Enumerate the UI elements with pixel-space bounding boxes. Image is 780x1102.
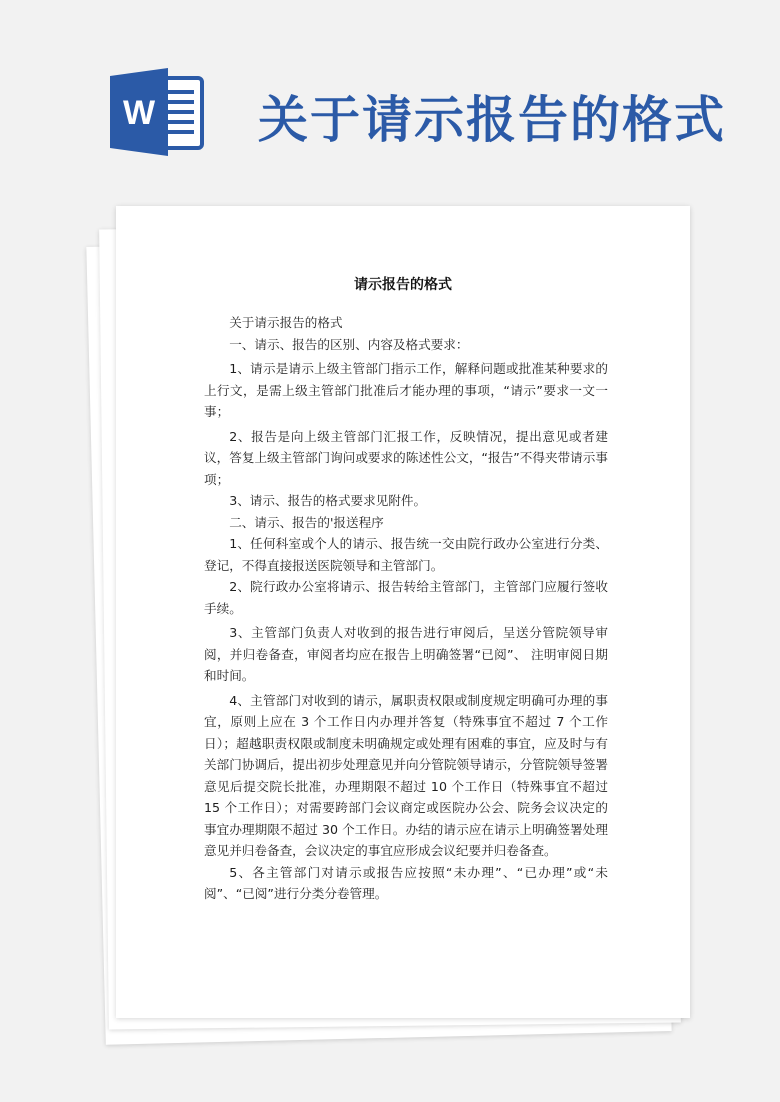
paragraph-subtitle: 关于请示报告的格式 bbox=[229, 315, 343, 330]
paragraph: 3、主管部门负责人对收到的报告进行审阅后，呈送分管院领导审阅，并归卷备查，审阅者均应在报告上明确签署“已阅”、 注明审阅日期和时间。 bbox=[204, 625, 608, 683]
svg-text:W: W bbox=[122, 94, 156, 132]
header-title: 关于请示报告的格式 bbox=[258, 90, 726, 149]
paragraph: 1、请示是请示上级主管部门指示工作，解释问题或批准某种要求的上行文，是需上级主管部门批准后才能办理的事项，“请示”要求一文一事； bbox=[204, 361, 608, 419]
paragraph: 2、报告是向上级主管部门汇报工作，反映情况，提出意见或者建议，答复上级主管部门询问或要求的陈述性公文，“报告”不得夹带请示事项； bbox=[204, 428, 608, 487]
section-heading-1: 一、请示、报告的区别、内容及格式要求： bbox=[229, 336, 469, 352]
section-heading-2: 二、请示、报告的'报送程序 bbox=[229, 514, 384, 530]
word-document-icon bbox=[110, 68, 208, 156]
paragraph: 3、请示、报告的格式要求见附件。 bbox=[229, 493, 427, 508]
header bbox=[0, 0, 780, 200]
paragraph: 1、任何科室或个人的请示、报告统一交由院行政办公室进行分类、登记，不得直接报送医院领导和主管部门。 bbox=[204, 536, 608, 573]
document-body bbox=[204, 312, 608, 905]
paragraph: 5、各主管部门对请示或报告应按照“未办理”、“已办理”或“未阅”、“已阅”进行分类分卷管理。 bbox=[204, 864, 608, 901]
paragraph: 2、院行政办公室将请示、报告转给主管部门，主管部门应履行签收手续。 bbox=[204, 579, 608, 616]
document-title: 请示报告的格式 bbox=[354, 277, 452, 293]
paragraph: 4、主管部门对收到的请示，属职责权限或制度规定明确可办理的事宜，原则上应在 3 个工作日内办理并答复（特殊事宜不超过 7 个工作日）；超越职责权限或制度未明确规定或处理有困难的事宜，应及时与有关部门协调后，提出初步处理意见并向分管院领导请示，分管院领导签署意见后提交院长批准，办理期限不超过 10 个工作日（特殊事宜不超过 15 个工作日）；对需要跨部门会议商定或医院办公会、院务会议决定的事宜办理期限不超过 30 个工作日。办结的请示应在请示上明确签署处理意见并归卷备查，会议决定的事宜应形成会议纪要并归卷备查。 bbox=[204, 692, 608, 858]
